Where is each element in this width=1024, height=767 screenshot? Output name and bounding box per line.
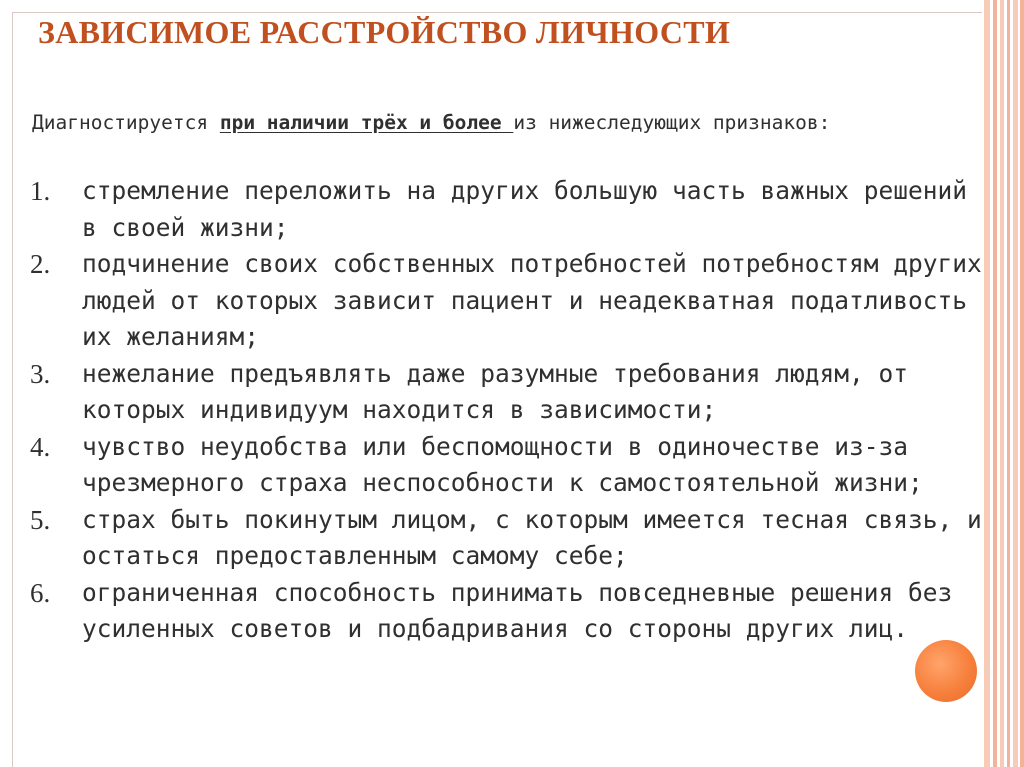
- decorative-stripe: [1013, 0, 1018, 767]
- criteria-item: [30, 502, 985, 575]
- criteria-item: [30, 356, 985, 429]
- intro-text-after: из нижеследующих признаков:: [513, 111, 831, 134]
- decorative-stripe: [1007, 0, 1010, 767]
- intro-paragraph: [32, 108, 932, 137]
- intro-emphasis: при наличии трёх и более: [219, 111, 514, 134]
- decorative-stripe: [993, 0, 997, 767]
- criteria-text: подчинение своих собственных потребностей потребностям других людей от которых зависит пациент и неадекватная податливость их желаниям;: [82, 249, 982, 351]
- criteria-item: [30, 575, 985, 648]
- criteria-number: 2.: [30, 249, 51, 279]
- slide-title: ЗАВИСИМОЕ РАССТРОЙСТВО ЛИЧНОСТИ: [38, 14, 731, 50]
- criteria-text: страх быть покинутым лицом, с которым имеется тесная связь, и остаться предоставленным самому себе;: [82, 504, 982, 570]
- criteria-list: [30, 173, 985, 648]
- criteria-text: нежелание предъявлять даже разумные требования людям, от которых индивидуум находится в зависимости;: [82, 358, 909, 424]
- criteria-number: 5.: [30, 504, 51, 535]
- decorative-stripe: [1000, 0, 1004, 767]
- criteria-item: [30, 246, 985, 356]
- intro-text-before: Диагностируется: [32, 111, 220, 134]
- criteria-number: 3.: [30, 358, 51, 389]
- criteria-number: 6.: [30, 577, 51, 608]
- criteria-number: 4.: [30, 431, 51, 462]
- decorative-stripe: [1020, 0, 1024, 767]
- criteria-text: чувство неудобства или беспомощности в одиночестве из-за чрезмерного страха неспособности к самостоятельной жизни;: [82, 431, 923, 497]
- criteria-number: 1.: [30, 176, 51, 206]
- criteria-text: ограниченная способность принимать повседневные решения без усиленных советов и подбадривания со стороны других лиц.: [82, 577, 953, 643]
- orange-circle-decoration: [915, 640, 977, 702]
- criteria-item: [30, 429, 985, 502]
- criteria-item: [30, 173, 985, 246]
- criteria-text: стремление переложить на других большую часть важных решений в своей жизни;: [82, 176, 968, 242]
